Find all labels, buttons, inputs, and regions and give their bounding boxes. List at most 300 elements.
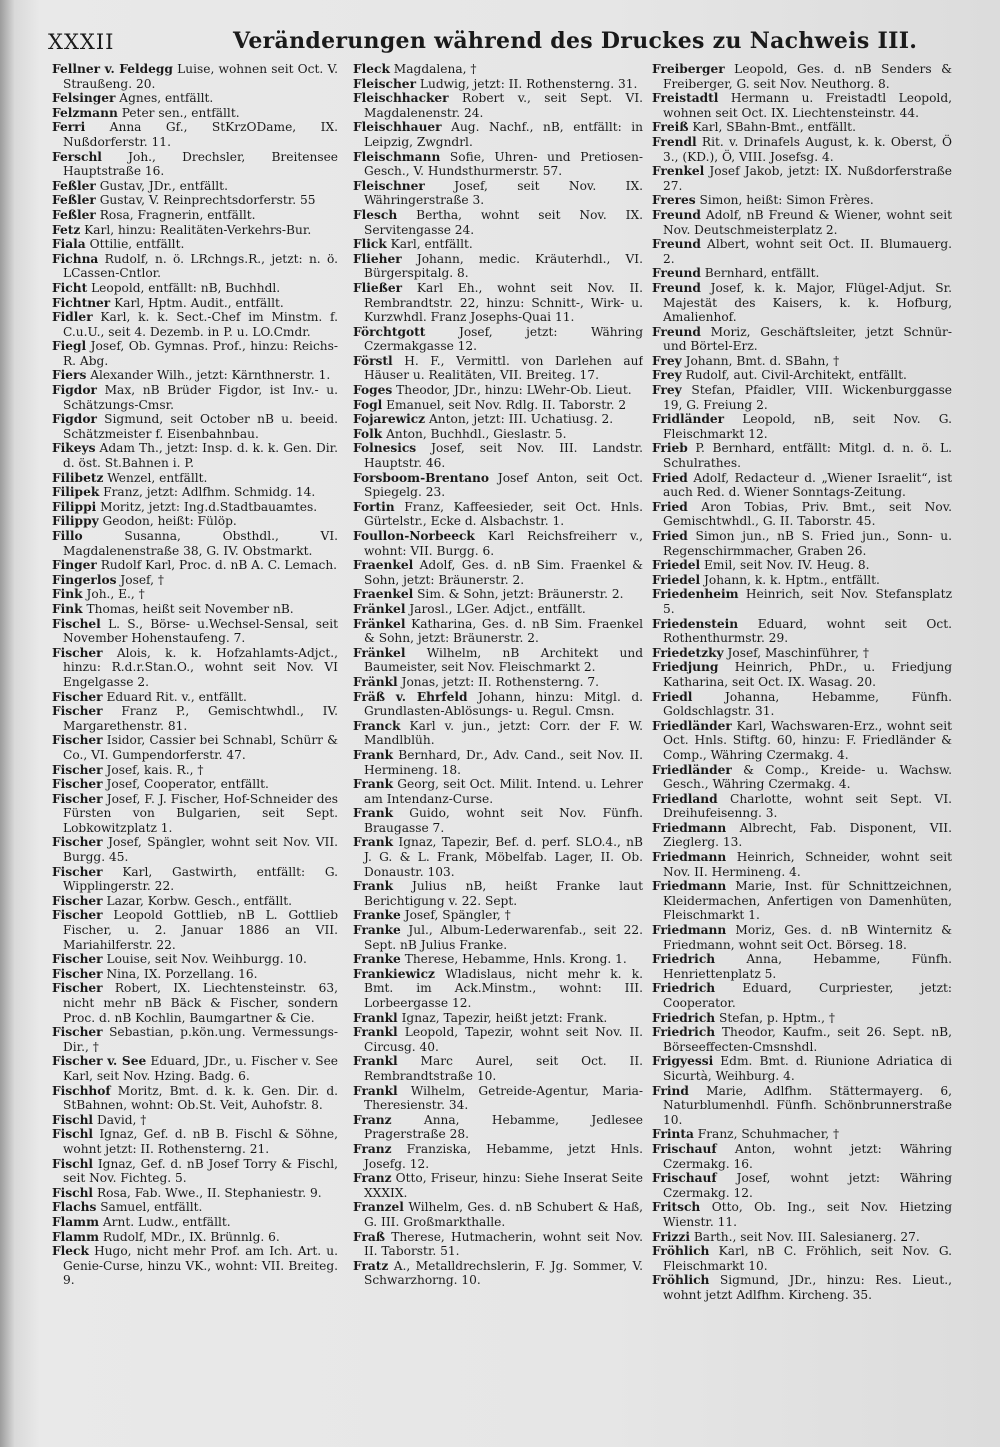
entry-name: Fink (52, 601, 83, 616)
entry-name: Frenkel (652, 164, 705, 179)
directory-entry (353, 617, 643, 646)
directory-entry (52, 792, 338, 836)
directory-entry (52, 179, 338, 194)
directory-entry (353, 879, 643, 908)
directory-entry (353, 471, 643, 500)
entry-name: Friedjung (652, 660, 719, 675)
directory-entry (52, 1084, 338, 1113)
entry-name: Flachs (52, 1200, 97, 1215)
directory-entry (353, 383, 643, 398)
directory-entry (52, 193, 338, 208)
entry-text: Agnes, entfällt. (119, 91, 214, 106)
directory-entry (652, 208, 952, 237)
entry-name: Fried (652, 499, 688, 514)
entry-name: Friedl (652, 689, 693, 704)
entry-text: Rit. v. Drinafels August, k. k. Oberst, Ö 3., (KD.), Ö, VIII. Josefsg. 4. (663, 134, 952, 164)
entry-text: Rudolf Karl, Proc. d. nB A. C. Lemach. (100, 558, 338, 573)
entry-text: Moriz, Ges. d. nB Winternitz & Friedmann, wohnt seit Oct. Börseg. 18. (663, 923, 952, 952)
directory-entry (52, 1244, 338, 1288)
entry-text: Ludwig, jetzt: II. Rothensterng. 31. (419, 76, 638, 91)
entry-name: Freund (652, 237, 701, 252)
entry-text: Alois, k. k. Hofzahlamts-Adjct., hinzu: R.d.r.Stan.O., wohnt seit Nov. VI Engelgasse 2. (63, 645, 338, 689)
directory-entry (652, 558, 952, 573)
entry-text: Ottilie, entfällt. (89, 237, 185, 252)
directory-entry (52, 529, 338, 558)
entry-text: Josef, seit Nov. IX. Währingerstraße 3. (364, 178, 643, 208)
entry-name: Friedmann (652, 923, 727, 938)
entry-name: Förchtgott (353, 324, 426, 339)
entry-name: Fischl (52, 1112, 94, 1127)
entry-name: Fried (652, 470, 688, 485)
directory-entry (652, 1230, 952, 1245)
entry-name: Friedrich (652, 1025, 716, 1040)
entry-text: H. F., Vermittl. von Darlehen auf Häuser u. Realitäten, VII. Breiteg. 17. (364, 353, 643, 383)
entry-text: Therese, Hebamme, Hnls. Krong. 1. (404, 952, 627, 967)
entry-text: Anton, jetzt: III. Uchatiusg. 2. (428, 412, 614, 427)
entry-name: Fischer (52, 981, 103, 996)
entry-name: Frank (353, 747, 394, 762)
entry-name: Felsinger (52, 91, 116, 106)
directory-entry (652, 660, 952, 689)
directory-entry (353, 237, 643, 252)
entry-name: Filippy (52, 514, 99, 529)
entry-text: Albert, wohnt seit Oct. II. Blumauerg. 2. (663, 237, 952, 266)
directory-entry (353, 179, 643, 208)
entry-text: Wilhelm, Getreide-Agentur, Maria-Theresienstr. 34. (364, 1083, 643, 1113)
entry-text: Franziska, Hebamme, jetzt Hnls. Josefg. 12. (364, 1141, 643, 1171)
entry-text: Hermann u. Freistadtl Leopold, wohnen seit Oct. IX. Liechtensteinstr. 44. (663, 91, 952, 120)
entry-text: Thomas, heißt seit November nB. (86, 601, 294, 616)
entry-text: Karl Eh., wohnt seit Nov. II. Rembrandtstr. 22, hinzu: Schnitt-, Wirk- u. Kurzwhdl. Franz Josephs-Quai 11. (364, 280, 643, 325)
directory-entry (52, 339, 338, 368)
entry-text: Guido, wohnt seit Nov. Fünfh. Braugasse 7. (364, 806, 643, 835)
directory-entry (652, 573, 952, 588)
entry-text: Josef, Ob. Gymnas. Prof., hinzu: Reichs-R. Abg. (63, 339, 338, 368)
entry-text: Edm. Bmt. d. Riunione Adriatica di Sicurtà, Weihburg. 4. (663, 1054, 952, 1083)
directory-entry (652, 529, 952, 558)
entry-name: Fischer (52, 835, 103, 850)
entry-name: Fridländer (652, 412, 725, 427)
entry-text: Karl, SBahn-Bmt., entfällt. (692, 120, 856, 135)
entry-name: Frankiewicz (353, 966, 435, 981)
entry-text: Adam Th., jetzt: Insp. d. k. k. Gen. Dir. d. öst. St.Bahnen i. P. (63, 441, 338, 471)
entry-text: Leopold Gottlieb, nB L. Gottlieb Fischer, u. 2. Januar 1886 an VII. Mariahilferstr. 22. (63, 908, 338, 952)
entry-text: Hugo, nicht mehr Prof. am Ich. Art. u. Genie-Curse, hinzu VK., wohnt: VII. Breiteg. 9. (63, 1244, 338, 1288)
directory-entry (353, 208, 643, 237)
directory-entry (52, 296, 338, 311)
entry-text: Sebastian, p.kön.ung. Vermessungs-Dir., † (63, 1025, 338, 1054)
entry-text: Sigmund, JDr., hinzu: Res. Lieut., wohnt jetzt Adlfhm. Kircheng. 35. (663, 1273, 952, 1302)
entry-text: Anna, Hebamme, Jedlesee Pragerstraße 28. (364, 1112, 643, 1142)
entry-text: Emil, seit Nov. IV. Heug. 8. (704, 558, 870, 573)
directory-entry (652, 500, 952, 529)
directory-entry (353, 529, 643, 558)
entry-text: Ignaz, Tapezir, Bef. d. perf. SLO.4., nB J. G. & L. Frank, Möbelfab. Lager, II. Ob. Donaustr. 103. (364, 835, 643, 879)
entry-name: Friedland (652, 791, 718, 806)
directory-entry (353, 441, 643, 470)
entry-text: Robert v., seit Sept. VI. Magdalenenstr. 24. (364, 91, 643, 120)
entry-name: Fließer (353, 280, 403, 295)
entry-name: Freund (652, 207, 701, 222)
entry-text: Eduard, wohnt seit Oct. Rothenthurmstr. 29. (663, 616, 952, 646)
directory-entry (52, 281, 338, 296)
entry-text: Gustav, JDr., entfällt. (99, 178, 228, 193)
directory-entry (353, 500, 643, 529)
directory-entry (52, 1127, 338, 1156)
entry-text: Moritz, jetzt: Ing.d.Stadtbauamtes. (100, 499, 318, 514)
directory-entry (52, 952, 338, 967)
entry-text: Rudolf, MDr., IX. Brünnlg. 6. (102, 1229, 280, 1244)
entry-text: Franz, jetzt: Adlfhm. Schmidg. 14. (103, 485, 316, 500)
directory-entry (52, 120, 338, 149)
directory-entry (652, 1025, 952, 1054)
entry-text: Anna, Hebamme, Fünfh. Henriettenplatz 5. (663, 952, 952, 981)
entry-name: Friedenstein (652, 616, 739, 631)
entry-text: Nina, IX. Porzellang. 16. (106, 966, 258, 981)
entry-text: Sigmund, seit October nB u. beeid. Schätzmeister f. Eisenbahnbau. (63, 412, 338, 441)
entry-name: Fischer (52, 893, 103, 908)
entry-text: Aug. Nachf., nB, entfällt: in Leipzig, Zwgndrl. (364, 120, 643, 149)
entry-text: Eduard, JDr., u. Fischer v. See Karl, seit Nov. Hzing. Badg. 6. (63, 1054, 338, 1083)
directory-entry (652, 368, 952, 383)
entry-name: Flamm (52, 1214, 99, 1229)
entry-name: Fried (652, 529, 688, 543)
directory-entry (652, 850, 952, 879)
entry-name: Frischauf (652, 1171, 717, 1186)
entry-text: Rudolf, aut. Civil-Architekt, entfällt. (685, 368, 907, 383)
entry-name: Fischer (52, 777, 103, 792)
entry-text: Josef, Spängler, † (404, 908, 511, 923)
directory-entry (652, 471, 952, 500)
directory-entry (353, 748, 643, 777)
directory-entry (353, 120, 643, 149)
entry-name: Fratz (353, 1258, 389, 1273)
entry-name: Förstl (353, 353, 393, 368)
directory-entry (353, 777, 643, 806)
entry-name: Fischer (52, 908, 103, 923)
directory-entry (652, 325, 952, 354)
directory-entry (353, 602, 643, 617)
entry-name: Fischl (52, 1127, 94, 1142)
entry-text: Leopold, entfällt: nB, Buchhdl. (91, 280, 281, 295)
directory-entry (52, 704, 338, 733)
entry-text: Karl, k. k. Sect.-Chef im Minstm. f. C.u.U., seit 4. Dezemb. in P. u. LO.Cmdr. (63, 310, 338, 339)
entry-text: Jarosl., LGer. Adjct., entfällt. (409, 601, 586, 616)
directory-entry (52, 967, 338, 982)
entry-name: Fischer (52, 689, 103, 704)
entry-text: Josef Anton, seit Oct. Spiegelg. 23. (364, 470, 643, 500)
entry-text: Rosa, Fab. Wwe., II. Stephaniestr. 9. (96, 1185, 322, 1200)
entry-name: Fritsch (652, 1200, 701, 1215)
directory-entry (353, 1084, 643, 1113)
column-2 (353, 62, 643, 1392)
directory-entry (353, 1011, 643, 1026)
entry-name: Fogl (353, 397, 383, 412)
directory-entry (652, 1054, 952, 1083)
entry-text: Peter sen., entfällt. (121, 105, 240, 120)
entry-text: Theodor, Kaufm., seit 26. Sept. nB, Börseeffecten-Cmsnshdl. (663, 1025, 952, 1054)
entry-text: Leopold, Ges. d. nB Senders & Freiberger, G. seit Nov. Neuthorg. 8. (663, 62, 952, 91)
entry-text: Josef, kais. R., † (106, 762, 204, 777)
directory-entry (353, 1113, 643, 1142)
directory-entry (652, 1084, 952, 1128)
entry-name: Friedländer (652, 762, 732, 777)
entry-text: Magdalena, † (393, 62, 477, 76)
directory-entry (652, 441, 952, 470)
entry-text: Samuel, entfällt. (100, 1200, 203, 1215)
directory-entry (652, 1200, 952, 1229)
directory-entry (52, 441, 338, 470)
directory-entry (353, 923, 643, 952)
directory-entry (652, 354, 952, 369)
entry-name: Fink (52, 587, 83, 602)
entry-name: Filibetz (52, 470, 104, 485)
entry-name: Frey (652, 383, 682, 398)
directory-entry (52, 602, 338, 617)
entry-text: Moritz, Bmt. d. k. k. Gen. Dir. d. StBahnen, wohnt: Ob.St. Veit, Auhofstr. 8. (63, 1083, 338, 1113)
entry-text: Wladislaus, nicht mehr k. k. Bmt. im Ack.Minstm., wohnt: III. Lorbeergasse 12. (364, 966, 643, 1010)
directory-entry (353, 558, 643, 587)
entry-text: Susanna, Obsthdl., VI. Magdalenenstraße 38, G. IV. Obstmarkt. (63, 529, 338, 558)
directory-entry (52, 485, 338, 500)
directory-entry (652, 120, 952, 135)
page-header (48, 28, 968, 64)
directory-entry (652, 617, 952, 646)
directory-entry (52, 1054, 338, 1083)
directory-entry (52, 237, 338, 252)
directory-entry (652, 1127, 952, 1142)
entry-name: Fischer (52, 791, 103, 806)
directory-entry (652, 237, 952, 266)
entry-name: Fischer (52, 1025, 103, 1040)
entry-text: Sofie, Uhren- und Pretiosen-Gesch., V. Hundsthurmerstr. 57. (364, 149, 643, 179)
directory-entry (353, 806, 643, 835)
entry-name: Foullon-Norbeeck (353, 529, 475, 543)
entry-text: Marie, Adlfhm. Stättermayerg. 6, Naturblumenhdl. Fünfh. Schönbrunnerstraße 10. (663, 1083, 952, 1127)
directory-entry (353, 587, 643, 602)
entry-text: Simon jun., nB S. Fried jun., Sonn- u. Regenschirmmacher, Graben 26. (663, 529, 952, 558)
entry-name: Frinta (652, 1127, 694, 1142)
directory-entry (353, 1054, 643, 1083)
entry-text: Moriz, Geschäftsleiter, jetzt Schnür- und Börtel-Erz. (663, 324, 952, 354)
entry-name: Fischer (52, 952, 103, 967)
entry-name: Fojarewicz (353, 412, 426, 427)
entry-text: Leopold, nB, seit Nov. G. Fleischmarkt 12. (663, 412, 952, 441)
directory-entry (52, 617, 338, 646)
directory-entry (353, 675, 643, 690)
entry-name: Fiers (52, 368, 87, 383)
directory-entry (353, 952, 643, 967)
entry-text: Joh., E., † (86, 587, 145, 602)
directory-entry (52, 587, 338, 602)
entry-name: Fiegl (52, 339, 87, 354)
entry-name: Fischer (52, 704, 103, 719)
entry-text: Luise, wohnen seit Oct. V. Straußeng. 20. (63, 62, 338, 91)
directory-entry (353, 1142, 643, 1171)
directory-entry (652, 193, 952, 208)
entry-text: Marie, Inst. für Schnittzeichnen, Kleidermachen, Anfertigen von Damenhüten, Fleischmarkt 1. (663, 879, 952, 923)
page-edge (0, 0, 14, 1447)
entry-text: Isidor, Cassier bei Schnabl, Schürr & Co., VI. Gumpendorferstr. 47. (63, 733, 338, 762)
directory-entry (52, 150, 338, 179)
directory-entry (353, 908, 643, 923)
entry-text: Adolf, Ges. d. nB Sim. Fraenkel & Sohn, jetzt: Bräunerstr. 2. (364, 558, 643, 587)
entry-text: Emanuel, seit Nov. Rdlg. II. Taborstr. 2 (386, 397, 627, 412)
entry-text: Arnt. Ludw., entfällt. (102, 1214, 231, 1229)
entry-text: Johann, k. k. Hptm., entfällt. (704, 572, 880, 587)
entry-text: Louise, seit Nov. Weihburgg. 10. (106, 952, 307, 967)
entry-name: Freund (652, 324, 701, 339)
page-number: XXXII (48, 30, 115, 54)
entry-text: David, † (96, 1112, 147, 1127)
entry-text: Adolf, Redacteur d. „Wiener Israelit“, ist auch Red. d. Wiener Sonntags-Zeitung. (663, 470, 952, 500)
directory-entry (52, 310, 338, 339)
entry-name: Freiß (652, 120, 689, 135)
entry-name: Fleischer (353, 76, 416, 91)
entry-name: Frankl (353, 1025, 398, 1040)
directory-entry (652, 1244, 952, 1273)
entry-name: Fischhof (52, 1083, 111, 1098)
directory-entry (52, 1025, 338, 1054)
entry-text: Stefan, Pfaidler, VIII. Wickenburggasse 19, G. Freiung 2. (663, 383, 952, 412)
directory-entry (353, 77, 643, 92)
directory-entry (52, 106, 338, 121)
entry-name: Franke (353, 952, 401, 967)
directory-entry (353, 835, 643, 879)
entry-text: Karl, Hptm. Audit., entfällt. (114, 295, 284, 310)
entry-text: Karl, Wachswaren-Erz., wohnt seit Oct. Hnls. Stiftg. 60, hinzu: F. Friedländer & Comp., Währing Czermakg. 4. (663, 718, 952, 762)
entry-text: Katharina, Ges. d. nB Sim. Fraenkel & Sohn, jetzt: Bräunerstr. 2. (364, 616, 643, 646)
entry-name: Frind (652, 1083, 689, 1098)
entry-name: Friedetzky (652, 645, 724, 660)
entry-text: Josef, Cooperator, entfällt. (106, 777, 269, 792)
entry-name: Fischer (52, 966, 103, 981)
directory-entry (652, 383, 952, 412)
entry-text: Theodor, JDr., hinzu: LWehr-Ob. Lieut. (396, 383, 632, 398)
entry-name: Fichtner (52, 295, 111, 310)
entry-text: Aron Tobias, Priv. Bmt., seit Nov. Gemischtwhdl., G. II. Taborstr. 45. (663, 499, 952, 529)
entry-text: Julius nB, heißt Franke laut Berichtigung v. 22. Sept. (364, 879, 643, 908)
entry-name: Friedländer (652, 718, 732, 733)
directory-entry (353, 412, 643, 427)
directory-entry (652, 646, 952, 661)
entry-name: Filippi (52, 499, 97, 514)
directory-entry (652, 821, 952, 850)
entry-text: Charlotte, wohnt seit Sept. VI. Dreihufeisenng. 3. (663, 791, 952, 821)
entry-name: Forsboom-Brentano (353, 470, 489, 485)
entry-text: Jul., Album-Lederwarenfab., seit 22. Sept. nB Julius Franke. (364, 923, 643, 952)
directory-entry (652, 135, 952, 164)
entry-name: Friedmann (652, 879, 727, 894)
directory-entry (353, 1230, 643, 1259)
entry-text: Stefan, p. Hptm., † (718, 1010, 835, 1025)
entry-text: Ignaz, Gef. d. nB Josef Torry & Fischl, seit Nov. Fichteg. 5. (63, 1156, 338, 1186)
entry-name: Fraß (353, 1229, 386, 1244)
entry-name: Fleischhacker (353, 91, 449, 106)
entry-text: Rosa, Fragnerin, entfällt. (99, 207, 256, 222)
entry-text: Lazar, Korbw. Gesch., entfällt. (106, 893, 293, 908)
directory-entry (652, 1142, 952, 1171)
directory-entry (52, 733, 338, 762)
entry-name: Fränkl (353, 674, 398, 689)
directory-entry (652, 587, 952, 616)
entry-name: Fetz (52, 222, 81, 237)
entry-name: Fingerlos (52, 572, 117, 587)
entry-name: Frey (652, 353, 682, 368)
directory-entry (652, 763, 952, 792)
directory-entry (52, 1200, 338, 1215)
column-3 (652, 62, 952, 1392)
directory-entry (52, 573, 338, 588)
entry-text: Joh., Drechsler, Breitensee Hauptstraße 16. (63, 149, 338, 179)
entry-name: Fraenkel (353, 558, 414, 573)
entry-text: Franz, Schuhmacher, † (697, 1127, 840, 1142)
entry-name: Fillo (52, 529, 83, 543)
entry-text: Otto, Ob. Ing., seit Nov. Hietzing Wienstr. 11. (663, 1200, 952, 1229)
entry-name: Franzel (353, 1200, 404, 1215)
entry-text: Bernhard, entfällt. (704, 266, 820, 281)
entry-name: Fellner v. Feldegg (52, 62, 173, 76)
entry-name: Franz (353, 1112, 392, 1127)
entry-text: Georg, seit Oct. Milit. Intend. u. Lehrer am Intendanz-Curse. (364, 777, 643, 806)
entry-text: Max, nB Brüder Figdor, ist Inv.- u. Schätzungs-Cmsr. (63, 383, 338, 412)
directory-entry (52, 500, 338, 515)
column-1 (52, 62, 338, 1392)
entry-name: Fränkel (353, 616, 406, 631)
directory-entry (52, 981, 338, 1025)
entry-name: Flesch (353, 207, 398, 222)
entry-text: Leopold, Tapezir, wohnt seit Nov. II. Circusg. 40. (364, 1025, 643, 1054)
entry-text: Franz P., Gemischtwhdl., IV. Margarethenstr. 81. (63, 704, 338, 733)
entry-text: Karl v. jun., jetzt: Corr. der F. W. Mandlblüh. (364, 718, 643, 748)
directory-entry (652, 690, 952, 719)
entry-text: Simon, heißt: Simon Frères. (699, 193, 874, 208)
entry-name: Fröhlich (652, 1244, 710, 1259)
entry-text: Karl, entfällt. (390, 237, 473, 252)
directory-entry (652, 879, 952, 923)
directory-entry (52, 558, 338, 573)
entry-text: P. Bernhard, entfällt: Mitgl. d. n. ö. L. Schulrathes. (663, 441, 952, 471)
entry-name: Fräß v. Ehrfeld (353, 689, 468, 704)
entry-name: Friedmann (652, 820, 727, 835)
entry-text: Wilhelm, nB Architekt und Baumeister, seit Nov. Fleischmarkt 2. (364, 645, 643, 675)
entry-name: Fraenkel (353, 587, 414, 602)
entry-name: Freund (652, 280, 701, 295)
entry-text: Karl Reichsfreiherr v., wohnt: VII. Burgg. 6. (364, 529, 643, 558)
directory-entry (52, 208, 338, 223)
directory-entry (652, 1011, 952, 1026)
directory-entry (353, 354, 643, 383)
entry-name: Foges (353, 383, 393, 398)
entry-name: Frieb (652, 441, 688, 456)
directory-entry (52, 62, 338, 91)
entry-text: Johann, hinzu: Mitgl. d. Grundlasten-Ablösungs- u. Regul. Cmsn. (364, 689, 643, 719)
entry-text: Otto, Friseur, hinzu: Siehe Inserat Seite XXXIX. (364, 1171, 643, 1200)
entry-name: Felzmann (52, 105, 118, 120)
entry-text: Anton, wohnt jetzt: Währing Czermakg. 16. (663, 1141, 952, 1171)
directory-entry (652, 792, 952, 821)
entry-name: Frigyessi (652, 1054, 714, 1069)
entry-name: Frank (353, 879, 394, 894)
entry-text: Bertha, wohnt seit Nov. IX. Servitengasse 24. (364, 207, 643, 237)
directory-entry (353, 252, 643, 281)
entry-name: Fischer (52, 645, 103, 660)
entry-name: Friedrich (652, 952, 716, 967)
entry-name: Filipek (52, 485, 100, 500)
entry-text: Alexander Wilh., jetzt: Kärnthnerstr. 1. (90, 368, 331, 383)
entry-text: Rudolf, n. ö. LRchngs.R., jetzt: n. ö. LCassen-Cntlor. (63, 251, 338, 281)
directory-entry (52, 777, 338, 792)
